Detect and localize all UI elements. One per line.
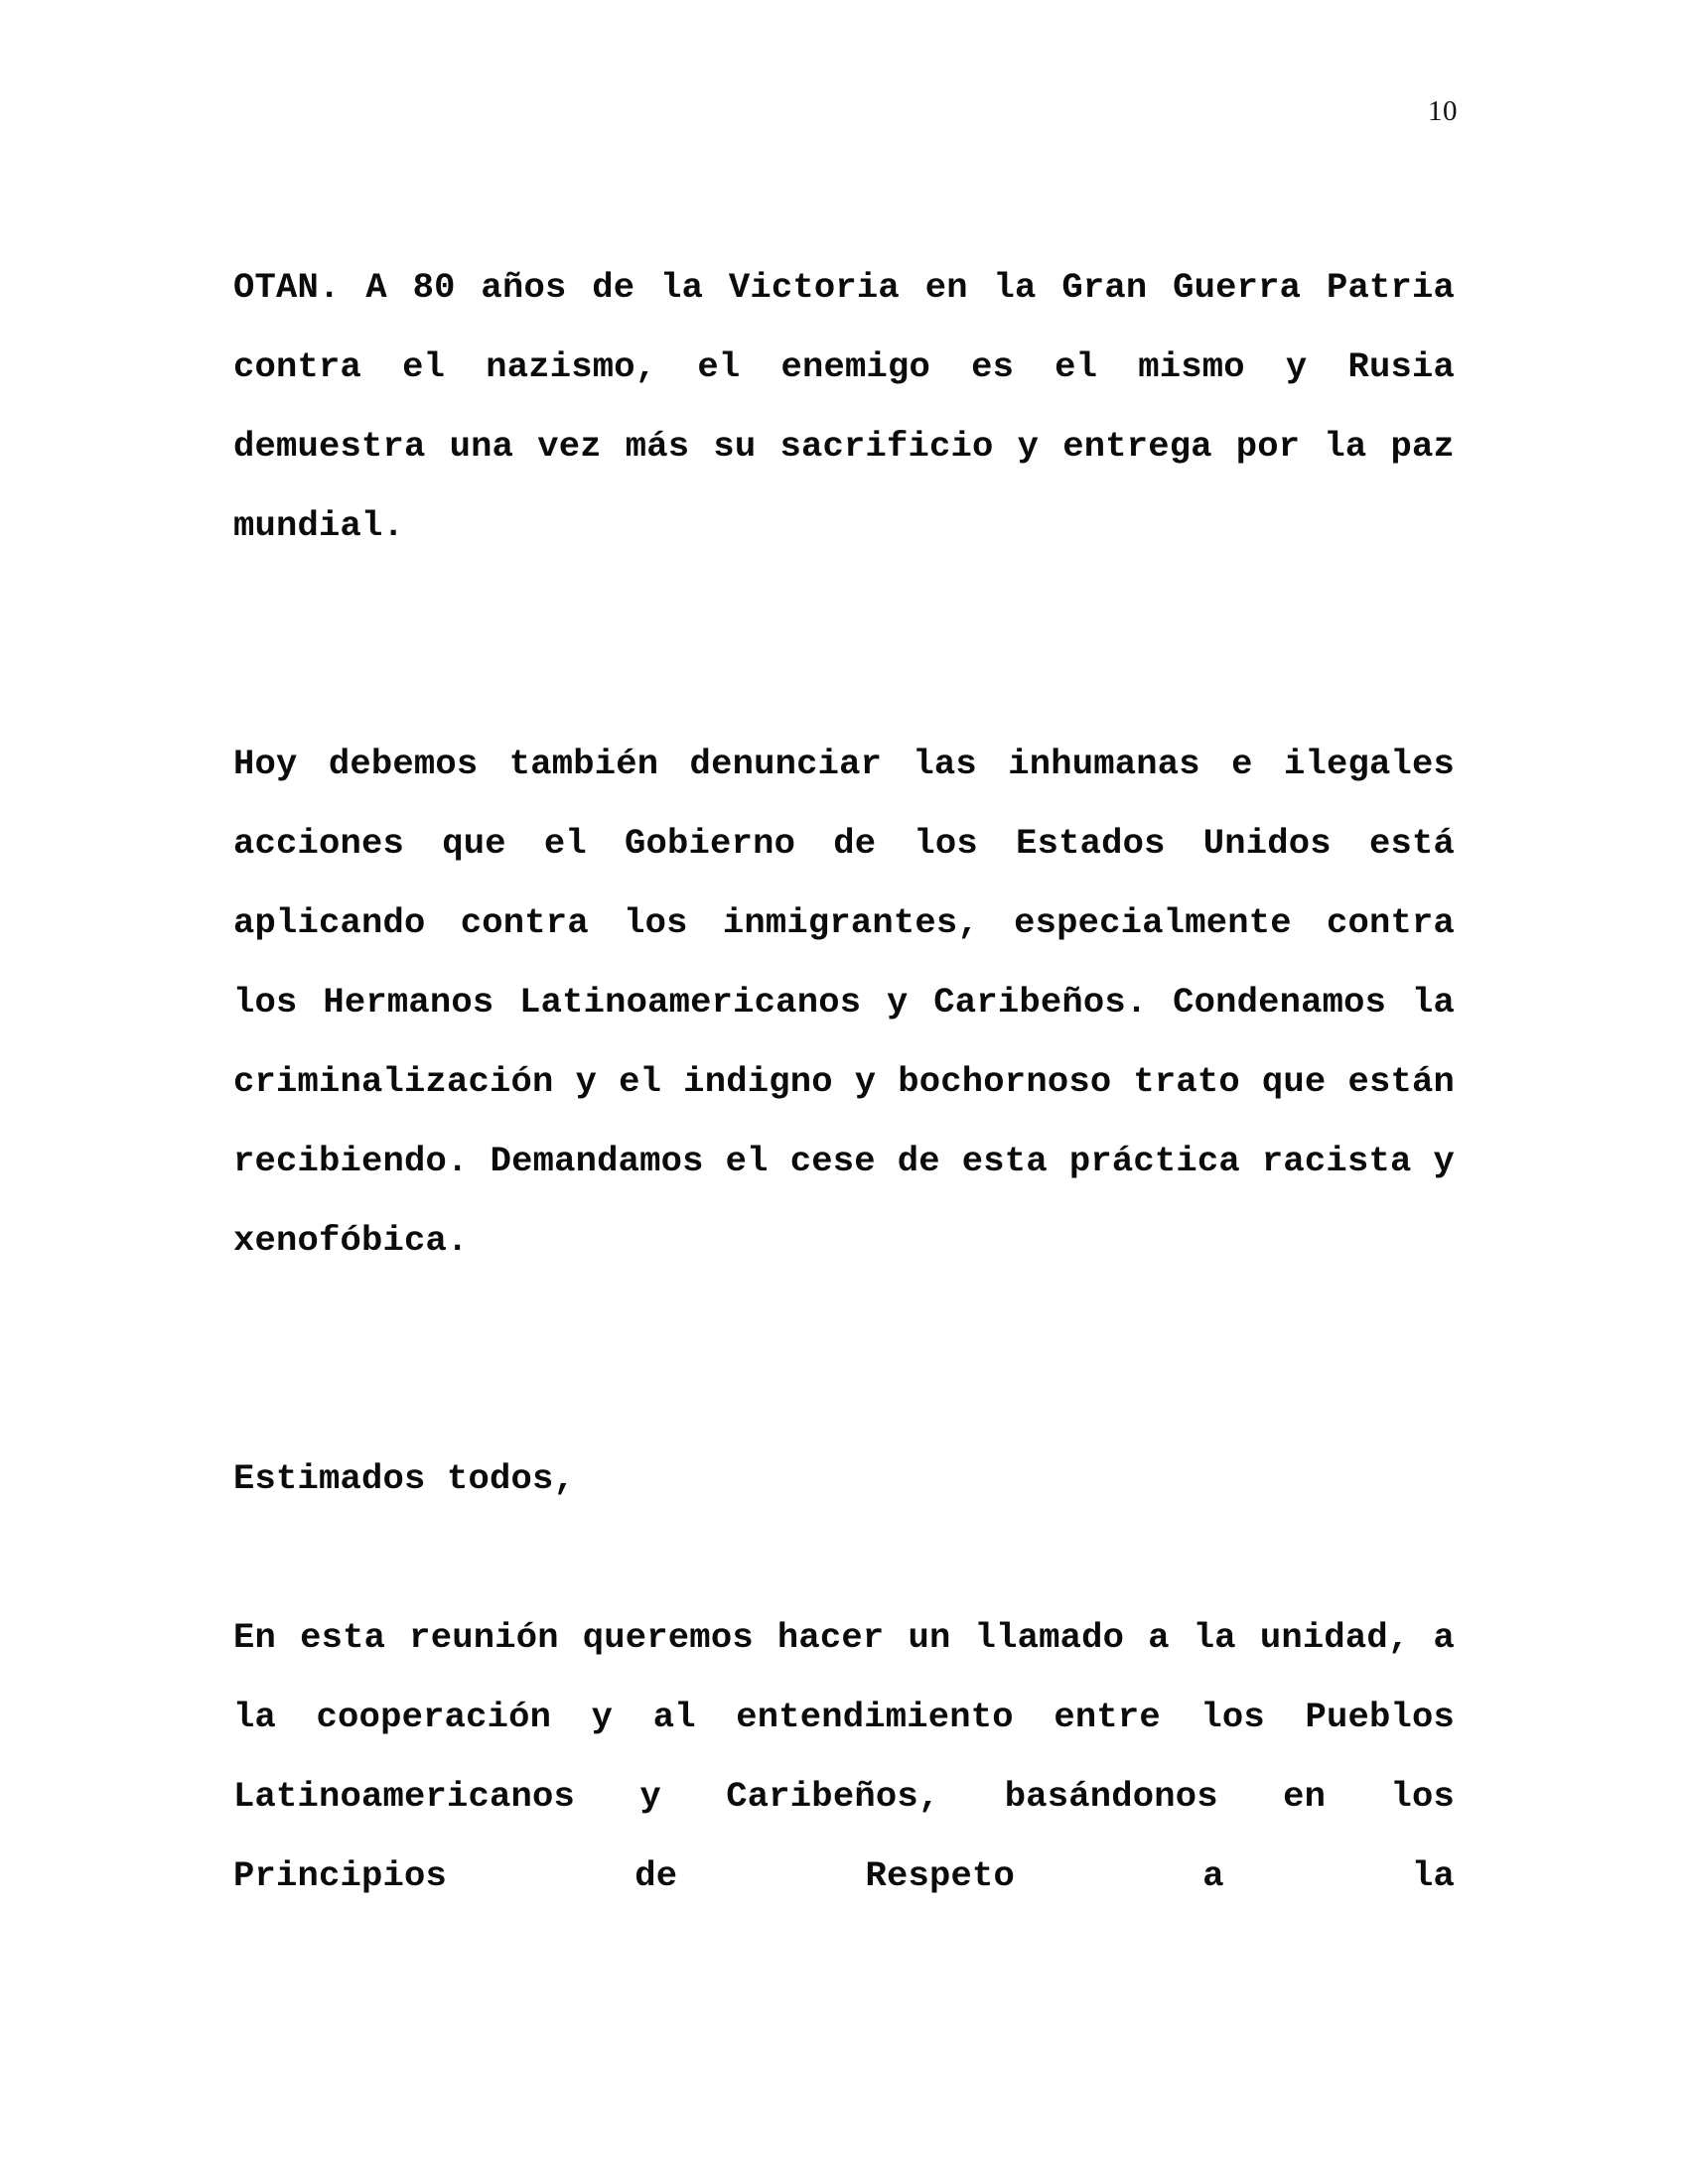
page-number: 10 bbox=[1428, 95, 1458, 127]
paragraph-spacer bbox=[233, 1360, 1455, 1439]
paragraph-spacer bbox=[233, 1519, 1455, 1598]
page-header bbox=[0, 97, 1688, 126]
paragraph-otan: OTAN. A 80 años de la Victoria en la Gran Guerra Patria contra el nazismo, el enemigo es el mismo y Rusia demuestra una vez más su sacrificio y entrega por la paz mundial. bbox=[233, 267, 1455, 546]
paragraph-salutation: Estimados todos, bbox=[233, 1458, 576, 1499]
paragraph-spacer bbox=[233, 645, 1455, 725]
paragraph-inmigrantes: Hoy debemos también denunciar las inhumanas e ilegales acciones que el Gobierno de los Estados Unidos está aplicando contra los inmigrantes, especialmente contra los Hermanos Latinoamericanos y Caribeños. Condenamos la criminalización y el indigno y bochornoso trato que están recibiendo. Demandamos el cese de esta práctica racista y xenofóbica. bbox=[233, 744, 1455, 1261]
document-body bbox=[233, 248, 1455, 1995]
paragraph-reunion: En esta reunión queremos hacer un llamado a la unidad, a la cooperación y al entendimiento entre los Pueblos Latinoamericanos y Caribeños, basándonos en los Principios de Respeto a la bbox=[233, 1617, 1455, 1896]
